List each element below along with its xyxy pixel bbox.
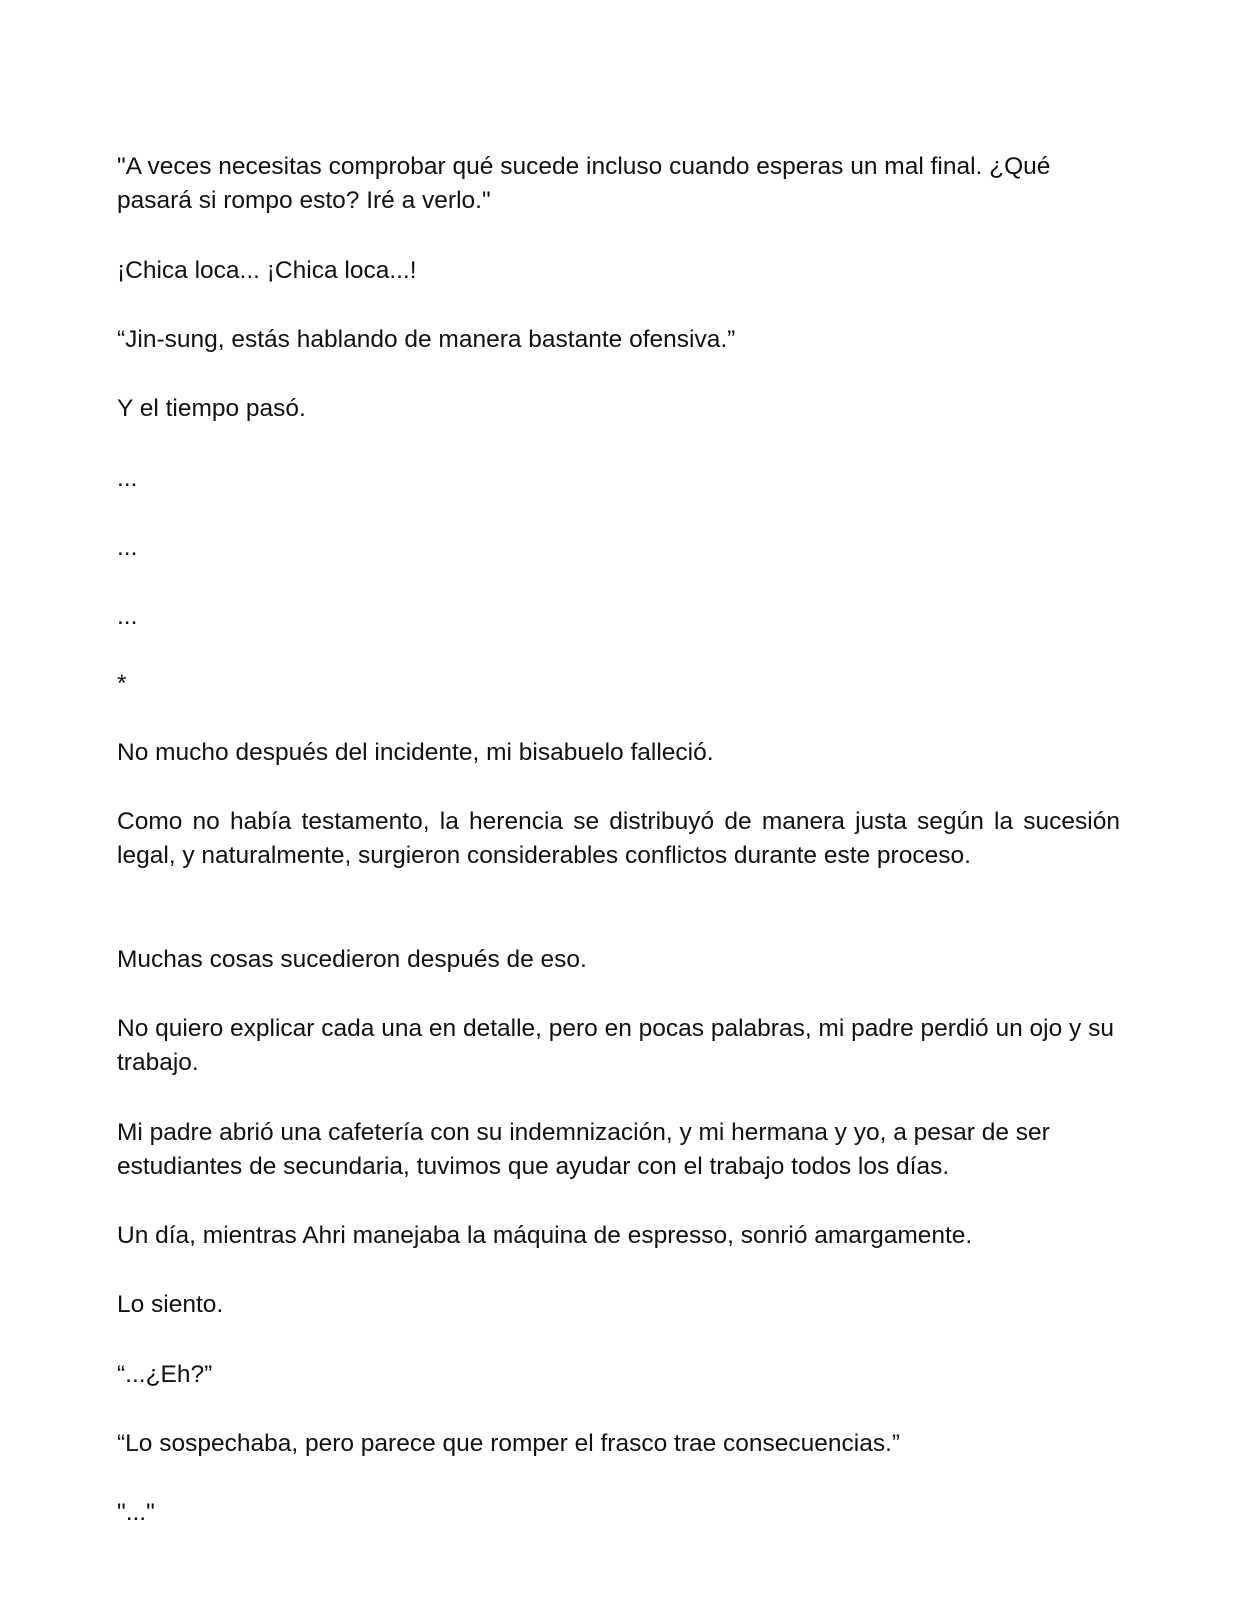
- paragraph-4: Y el tiempo pasó.: [117, 395, 306, 422]
- paragraph-10: Un día, mientras Ahri manejaba la máquina de espresso, sonrió amargamente.: [117, 1222, 973, 1249]
- ellipsis-3: ...: [117, 603, 138, 630]
- paragraph-12: “...¿Eh?”: [117, 1361, 213, 1388]
- paragraph-8: No quiero explicar cada una en detalle, pero en pocas palabras, mi padre perdió un ojo y su trabajo.: [117, 1015, 1114, 1076]
- paragraph-9: Mi padre abrió una cafetería con su indemnización, y mi hermana y yo, a pesar de ser estudiantes de secundaria, tuvimos que ayudar con el trabajo todos los días.: [117, 1119, 1050, 1180]
- paragraph-2: ¡Chica loca... ¡Chica loca...!: [117, 257, 417, 284]
- paragraph-13: “Lo sospechaba, pero parece que romper el frasco trae consecuencias.”: [117, 1430, 901, 1457]
- paragraph-6: Como no había testamento, la herencia se distribuyó de manera justa según la sucesión legal, y naturalmente, surgieron considerables conflictos durante este proceso.: [117, 808, 1120, 869]
- paragraph-7: Muchas cosas sucedieron después de eso.: [117, 946, 587, 973]
- ellipsis-2: ...: [117, 534, 138, 561]
- paragraph-5: No mucho después del incidente, mi bisabuelo falleció.: [117, 739, 714, 766]
- paragraph-1: "A veces necesitas comprobar qué sucede incluso cuando esperas un mal final. ¿Qué pasará si rompo esto? Iré a verlo.": [117, 153, 1051, 214]
- section-separator: *: [117, 670, 127, 697]
- ellipsis-1: ...: [117, 465, 138, 492]
- paragraph-3: “Jin-sung, estás hablando de manera bastante ofensiva.”: [117, 326, 736, 353]
- paragraph-14: "...": [117, 1499, 155, 1526]
- paragraph-11: Lo siento.: [117, 1291, 224, 1318]
